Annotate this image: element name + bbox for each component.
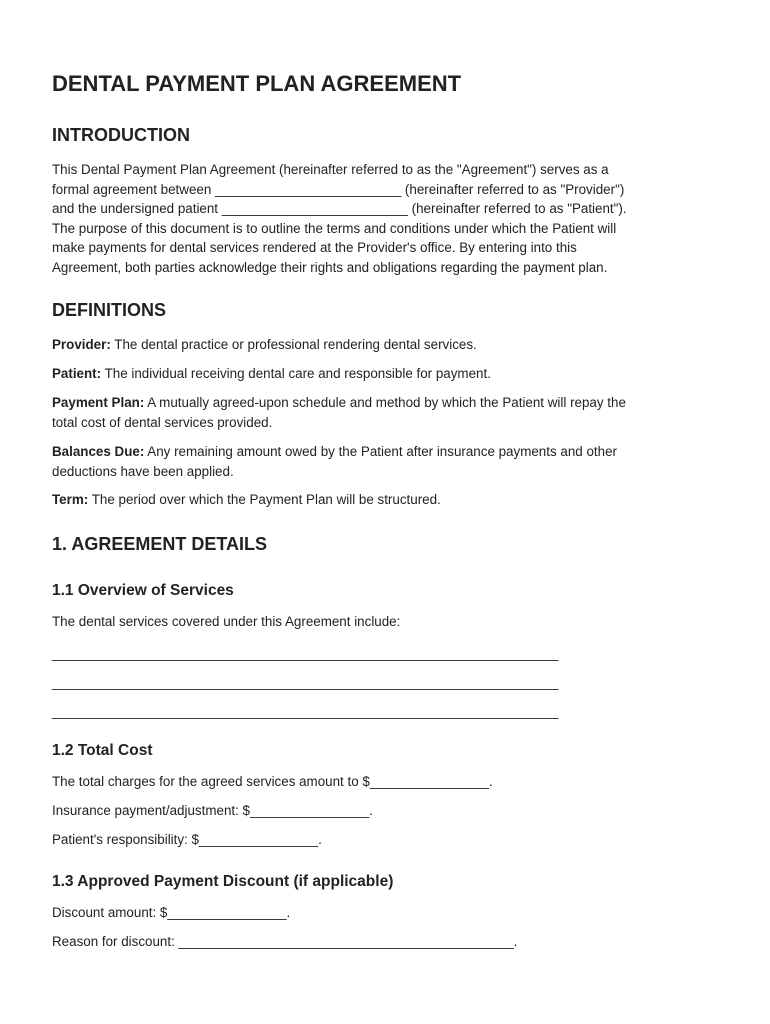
definition-term: Term:	[52, 492, 89, 507]
total-charges-line: The total charges for the agreed services amount to $________________.	[52, 774, 493, 789]
definition-patient	[52, 364, 724, 384]
definition-term: Patient:	[52, 366, 102, 381]
definition-term-item	[52, 490, 724, 510]
patient-responsibility-line: Patient's responsibility: $________________.	[52, 832, 322, 847]
definition-provider	[52, 335, 724, 355]
definition-term: Balances Due:	[52, 444, 145, 459]
document-title: DENTAL PAYMENT PLAN AGREEMENT	[52, 71, 462, 96]
definition-text: The individual receiving dental care and responsible for payment.	[101, 366, 491, 381]
agreement-details-heading: 1. AGREEMENT DETAILS	[52, 534, 268, 554]
introduction-heading: INTRODUCTION	[52, 125, 190, 145]
introduction-line: Agreement, both parties acknowledge their rights and obligations regarding the payment plan.	[52, 259, 608, 275]
introduction-paragraph	[52, 160, 724, 278]
definition-term: Provider:	[52, 337, 111, 352]
approved-discount-heading: 1.3 Approved Payment Discount (if applicable)	[52, 873, 394, 890]
discount-reason-line: Reason for discount: _____________________________________________.	[52, 934, 518, 949]
introduction-line: formal agreement between _________________________ (hereinafter referred to as "Provider")	[52, 181, 625, 197]
service-blank-line: ____________________________________________________________________	[52, 704, 559, 719]
definitions-heading: DEFINITIONS	[52, 300, 167, 320]
service-blank-line: ____________________________________________________________________	[52, 675, 559, 690]
definition-text: The dental practice or professional rendering dental services.	[110, 337, 477, 352]
definition-text: total cost of dental services provided.	[52, 414, 273, 430]
insurance-payment-line: Insurance payment/adjustment: $________________.	[52, 803, 373, 818]
discount-amount-line: Discount amount: $________________.	[52, 905, 291, 920]
overview-intro: The dental services covered under this Agreement include:	[52, 614, 401, 629]
definition-text: Any remaining amount owed by the Patient after insurance payments and other	[144, 444, 617, 459]
introduction-line: The purpose of this document is to outline the terms and conditions under which the Patient will	[52, 220, 617, 236]
total-cost-heading: 1.2 Total Cost	[52, 742, 153, 759]
definition-text: The period over which the Payment Plan will be structured.	[88, 492, 441, 507]
definition-payment-plan	[52, 393, 724, 432]
definition-balances-due	[52, 442, 724, 481]
introduction-line: This Dental Payment Plan Agreement (hereinafter referred to as the "Agreement") serves as a	[52, 162, 609, 177]
introduction-line: make payments for dental services rendered at the Provider's office. By entering into this	[52, 240, 577, 256]
service-blank-line: ____________________________________________________________________	[52, 646, 559, 661]
overview-of-services-heading: 1.1 Overview of Services	[52, 582, 234, 599]
introduction-line: and the undersigned patient _________________________ (hereinafter referred to as "Patient").	[52, 201, 627, 217]
definition-text: A mutually agreed-upon schedule and method by which the Patient will repay the	[144, 395, 626, 410]
definition-text: deductions have been applied.	[52, 463, 234, 479]
definition-term: Payment Plan:	[52, 395, 145, 410]
